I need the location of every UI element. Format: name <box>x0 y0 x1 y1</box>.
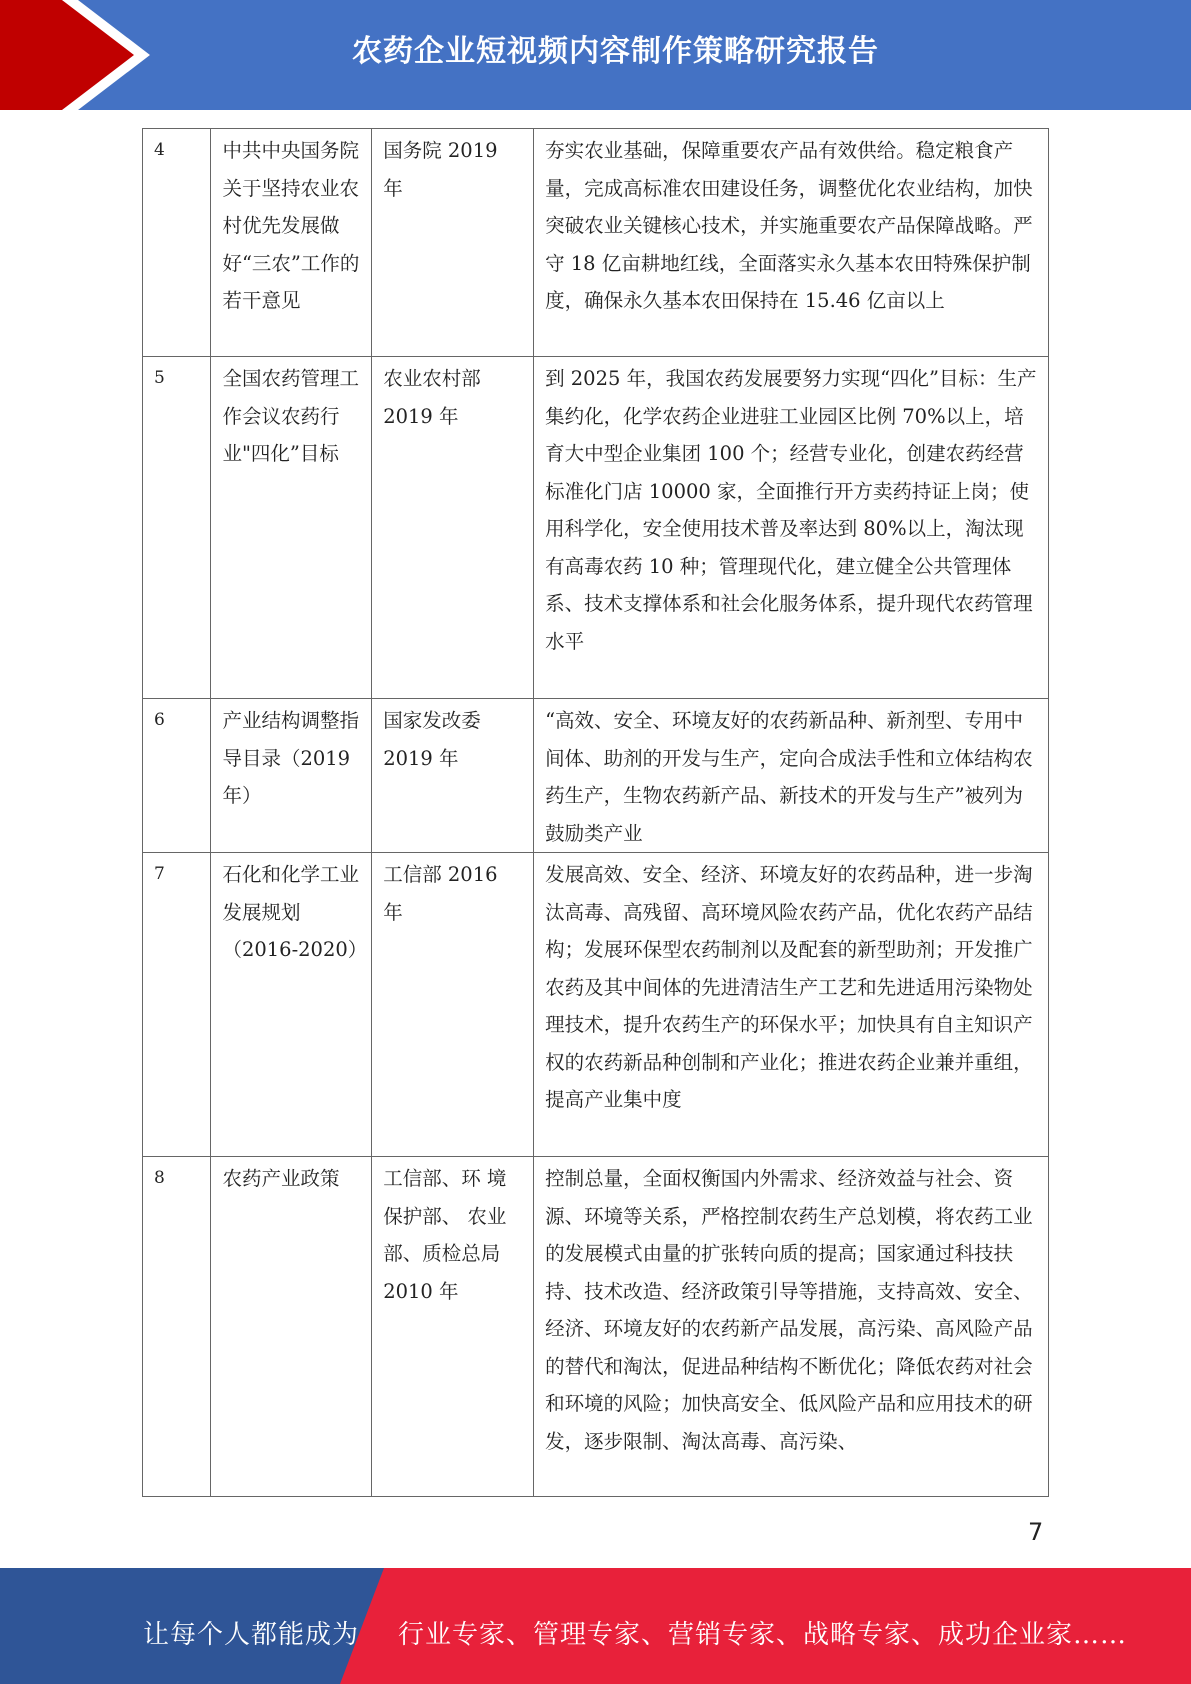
policy-name: 石化和化学工业发展规划（2016-2020） <box>211 853 372 1157</box>
row-number: 8 <box>143 1157 211 1497</box>
issuing-department: 国家发改委 2019 年 <box>372 699 534 853</box>
table-row <box>143 853 1049 1157</box>
row-number: 7 <box>143 853 211 1157</box>
row-number: 4 <box>143 129 211 357</box>
issuing-department: 国务院 2019 年 <box>372 129 534 357</box>
policy-content: 到 2025 年，我国农药发展要努力实现“四化”目标：生产集约化，化学农药企业进驻工业园区比例 70%以上，培育大中型企业集团 100 个；经营专业化，创建农药经营标准化门店 10000 家，全面推行开方卖药持证上岗；使用科学化，安全使用技术普及率达到 80%以上，淘汰现有高毒农药 10 种；管理现代化，建立健全公共管理体系、技术支撑体系和社会化服务体系，提升现代农药管理水平 <box>534 357 1049 699</box>
policy-name: 全国农药管理工作会议农药行业"四化”目标 <box>211 357 372 699</box>
table-row <box>143 1157 1049 1497</box>
table-row <box>143 699 1049 853</box>
page-footer <box>0 1568 1191 1684</box>
table-row <box>143 357 1049 699</box>
issuing-department: 农业农村部 2019 年 <box>372 357 534 699</box>
footer-slogan-left: 让每个人都能成为 <box>143 1620 360 1650</box>
table-row <box>143 129 1049 357</box>
row-number: 6 <box>143 699 211 853</box>
policy-name: 产业结构调整指导目录（2019 年） <box>211 699 372 853</box>
issuing-department: 工信部、环 境保护部、 农业部、质检总局 2010 年 <box>372 1157 534 1497</box>
policy-content: 夯实农业基础，保障重要农产品有效供给。稳定粮食产量，完成高标准农田建设任务，调整优化农业结构，加快突破农业关键核心技术，并实施重要农产品保障战略。严守 18 亿亩耕地红线，全面落实永久基本农田特殊保护制度，确保永久基本农田保持在 15.46 亿亩以上 <box>534 129 1049 357</box>
policy-content: 发展高效、安全、经济、环境友好的农药品种，进一步淘汰高毒、高残留、高环境风险农药产品，优化农药产品结构；发展环保型农药制剂以及配套的新型助剂；开发推广农药及其中间体的先进清洁生产工艺和先进适用污染物处理技术，提升农药生产的环保水平；加快具有自主知识产权的农药新品种创制和产业化；推进农药企业兼并重组，提高产业集中度 <box>534 853 1049 1157</box>
footer-slogan-right: 行业专家、管理专家、营销专家、战略专家、成功企业家…… <box>398 1620 1128 1650</box>
policy-name: 农药产业政策 <box>211 1157 372 1497</box>
page-header <box>0 0 1191 110</box>
policy-content: “高效、安全、环境友好的农药新品种、新剂型、专用中间体、助剂的开发与生产，定向合成法手性和立体结构农药生产，生物农药新产品、新技术的开发与生产”被列为鼓励类产业 <box>534 699 1049 853</box>
policy-name: 中共中央国务院关于坚持农业农村优先发展做好“三农”工作的若干意见 <box>211 129 372 357</box>
report-title: 农药企业短视频内容制作策略研究报告 <box>352 34 879 69</box>
issuing-department: 工信部 2016 年 <box>372 853 534 1157</box>
policy-content: 控制总量，全面权衡国内外需求、经济效益与社会、资源、环境等关系，严格控制农药生产总划模，将农药工业的发展模式由量的扩张转向质的提高；国家通过科技扶持、技术改造、经济政策引导等措施，支持高效、安全、经济、环境友好的农药新产品发展，高污染、高风险产品的替代和淘汰，促进品种结构不断优化；降低农药对社会和环境的风险；加快高安全、低风险产品和应用技术的研发，逐步限制、淘汰高毒、高污染、 <box>534 1157 1049 1497</box>
policy-table <box>142 128 1049 1497</box>
page-number: 7 <box>1028 1518 1044 1546</box>
row-number: 5 <box>143 357 211 699</box>
